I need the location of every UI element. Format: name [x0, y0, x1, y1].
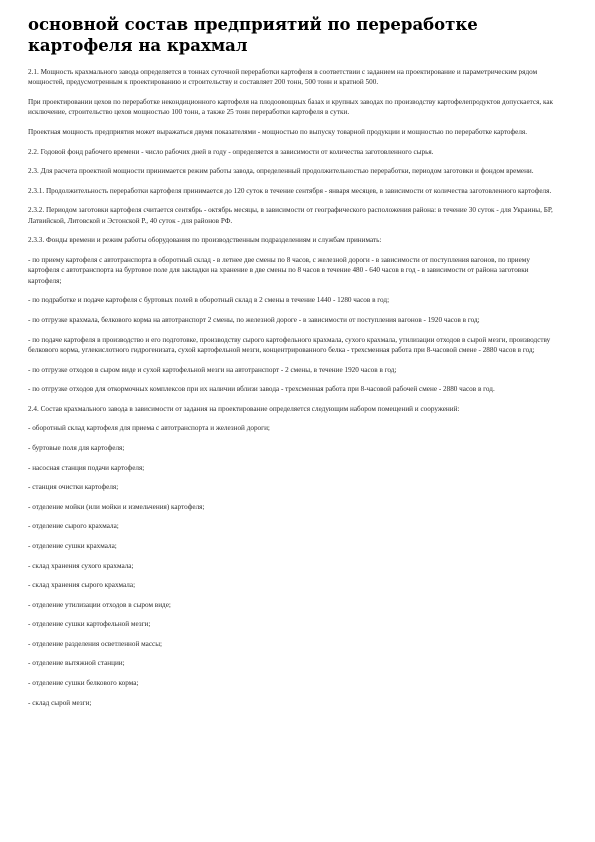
list-item: - склад сырой мезги;	[28, 698, 92, 707]
list-item: - по приему картофеля с автотранспорта в оборотный склад - в летнее две смены по 8 часов, с железной дороги - в зависимости от поступления вагонов, по приему картофеля с автотранспорта на буртовое поле для закладки на хранение в две смены по 8 часов в течение 480 - 640 часов в год - в зависимости от района заготовки картофеля;	[28, 255, 530, 285]
page-title: основной состав предприятий по переработке картофеля на крахмал	[28, 15, 478, 55]
list-item: - отделение вытяжной станции;	[28, 659, 125, 668]
paragraph: 2.3.3. Фонды времени и режим работы оборудования по производственным подразделениям и службам принимать:	[28, 236, 382, 245]
list-item: - по отгрузке отходов в сыром виде и сухой картофельной мезги на автотранспорт - 2 смены, в течение 1920 часов в год;	[28, 365, 397, 374]
paragraph: Проектная мощность предприятия может выражаться двумя показателями - мощностью по выпуску товарной продукции и мощностью по переработке картофеля.	[28, 128, 528, 136]
paragraph: 2.3.1. Продолжительность переработки картофеля принимается до 120 суток в течение сентября - января месяцев, в зависимости от количества заготовленного картофеля.	[28, 186, 552, 195]
list-item: - отделение сушки крахмала;	[28, 541, 117, 550]
list-item: - склад хранения сырого крахмала;	[28, 581, 136, 590]
list-item: - отделение утилизации отходов в сыром виде;	[28, 600, 171, 609]
list-item: - по подаче картофеля в производство и его подготовке, производству сырого картофельного крахмала, сухого крахмала, утилизации отходов в сырой мезги, производству белкового корма, углекислотного гидрогенизата, сухой картофельной мезги, концентрированного белка - трехсменная работа при 8-часовой смене - 2880 часов в год;	[28, 335, 551, 354]
paragraph: 2.3. Для расчета проектной мощности принимается режим работы завода, определенный продолжительностью переработки, периодом заготовки и фондом времени.	[28, 167, 534, 176]
paragraph: При проектировании цехов по переработке некондиционного картофеля на плодоовощных базах и крупных заводах по производству картофелепродуктов допускается, как исключение, строительство цехов мощностью 100 тонн, а также 25 тонн переработки картофеля в сутки.	[28, 98, 554, 117]
list-item: - по подработке и подаче картофеля с буртовых полей в оборотный склад в 2 смены в течение 1440 - 1280 часов в год;	[28, 296, 390, 305]
list-item: - буртовые поля для картофеля;	[28, 443, 125, 452]
paragraph: 2.2. Годовой фонд рабочего времени - число рабочих дней в году - определяется в зависимости от количества заготовленного сырья.	[28, 147, 434, 156]
paragraph: 2.3.2. Периодом заготовки картофеля считается сентябрь - октябрь месяцы, в зависимости от географического расположения района: в течение 30 суток - для Украины, БР, Латвийской, Литовской и Эстонской Р., 40 суток - для районов РФ.	[28, 206, 553, 225]
list-item: - отделение сырого крахмала;	[28, 522, 119, 531]
list-item: - оборотный склад картофеля для приема с автотранспорта и железной дороги;	[28, 424, 270, 433]
list-item: - отделение сушки картофельной мезги;	[28, 620, 151, 629]
list-item: - отделение мойки (или мойки и измельчения) картофеля;	[28, 502, 205, 511]
list-item: - по отгрузке крахмала, белкового корма на автотранспорт 2 смены, по железной дороге - в зависимости от поступления вагонов - 1920 часов в год;	[28, 315, 480, 324]
list-item: - станция очистки картофеля;	[28, 483, 119, 492]
list-item: - отделение разделения осветленной массы;	[28, 639, 163, 648]
list-item: - склад хранения сухого крахмала;	[28, 561, 134, 570]
document-body	[28, 67, 563, 708]
list-item: - отделение сушки белкового корма;	[28, 679, 139, 688]
paragraph: 2.1. Мощность крахмального завода определяется в тоннах суточной переработки картофеля в соответствии с заданием на проектирование и параметрическим рядом мощностей, предусмотренным к проектированию и строительству и составляет 200 тонн, 500 тонн и кратной 500.	[28, 68, 538, 87]
list-item: - насосная станция подачи картофеля;	[28, 463, 145, 472]
list-item: - по отгрузке отходов для откормочных комплексов при их наличии вблизи завода - трехсменная работа при 8-часовой рабочей смене - 2880 часов в год.	[28, 385, 495, 394]
paragraph: 2.4. Состав крахмального завода в зависимости от задания на проектирование определяется следующим набором помещений и сооружений:	[28, 404, 460, 413]
